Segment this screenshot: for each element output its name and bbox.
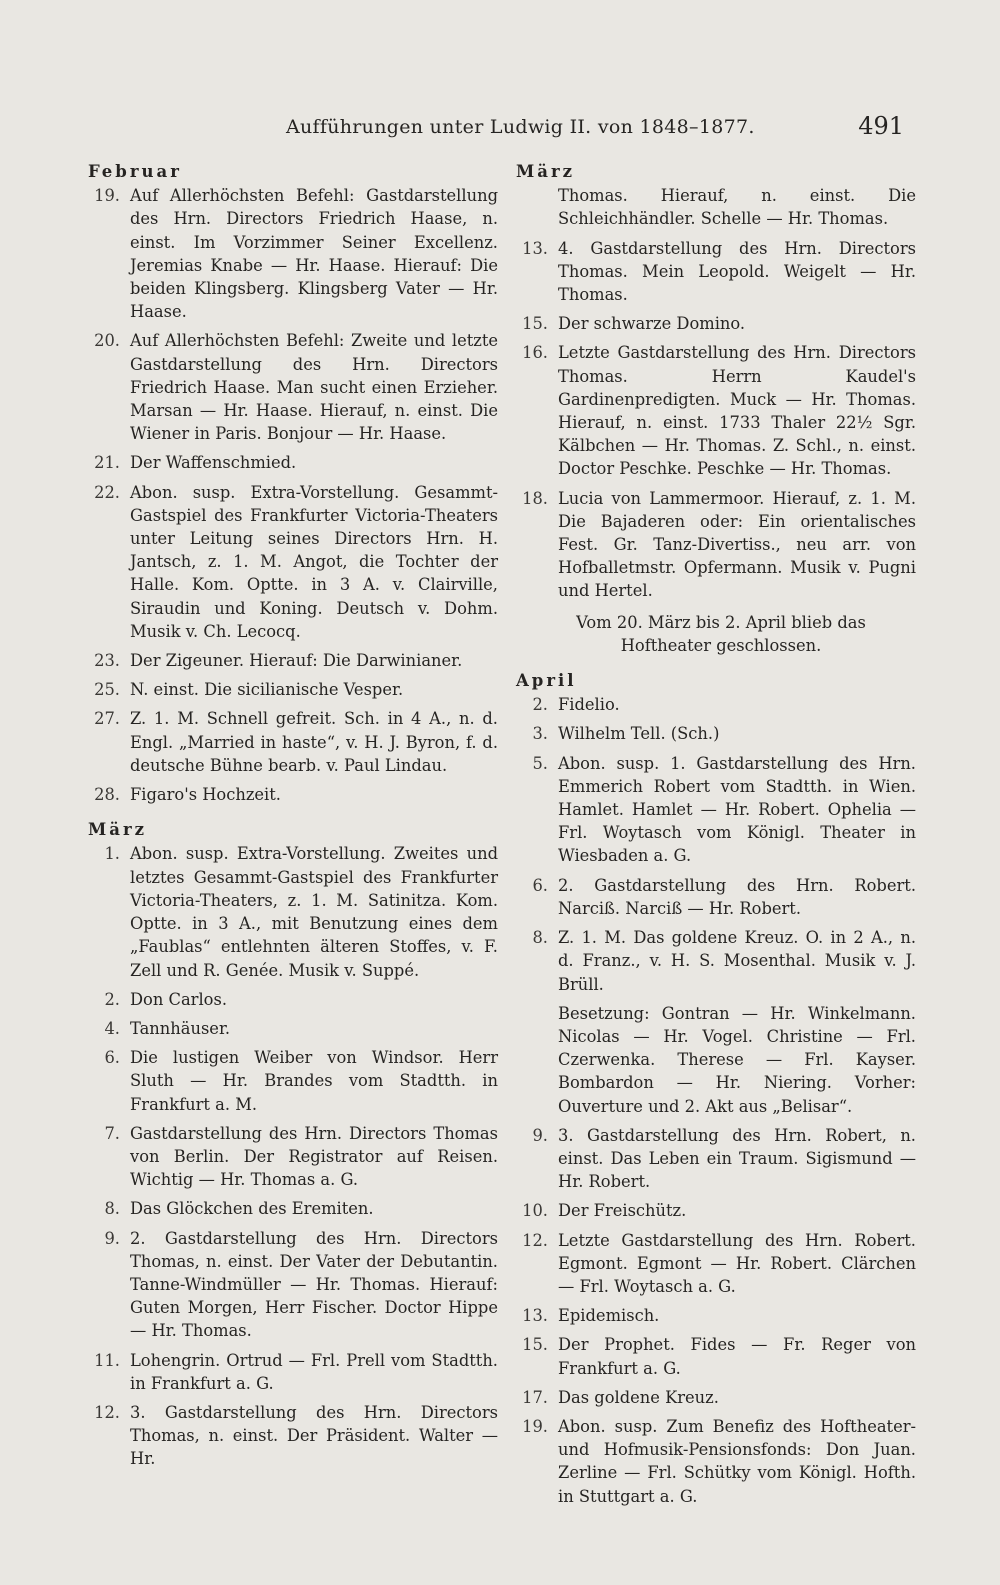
- running-title: Aufführungen unter Ludwig II. von 1848–1877.: [286, 116, 755, 138]
- entry-text: Auf Allerhöchsten Befehl: Zweite und letzte Gastdarstellung des Hrn. Directors Friedrich Haase. Man sucht einen Erzieher. Marsan — Hr. Haase. Hierauf, n. einst. Die Wiener in Paris. Bonjour — Hr. Haase.: [130, 331, 498, 444]
- month-heading: Februar: [88, 162, 182, 181]
- entry-day: 9.: [532, 1125, 548, 1145]
- performance-entry: [88, 481, 498, 643]
- entry-text: Das Glöckchen des Eremiten.: [130, 1199, 374, 1219]
- entry-text: Letzte Gastdarstellung des Hrn. Robert. Egmont. Egmont — Hr. Robert. Clärchen — Frl. Woytasch a. G.: [558, 1230, 916, 1296]
- month-heading: März: [88, 820, 148, 840]
- performance-entry: [516, 1124, 916, 1194]
- performance-entry: [88, 451, 498, 474]
- entry-text: Der Waffenschmied.: [130, 453, 297, 473]
- entry-text: Abon. susp. 1. Gastdarstellung des Hrn. Emmerich Robert vom Stadtth. in Wien. Hamlet. Hamlet — Hr. Robert. Ophelia — Frl. Woytasch vom Königl. Theater in Wiesbaden a. G.: [558, 753, 916, 866]
- entry-day: 7.: [104, 1123, 120, 1143]
- entry-text: Der schwarze Domino.: [558, 314, 746, 334]
- entry-day: 3.: [532, 724, 548, 744]
- performance-entry: [516, 1333, 916, 1379]
- performance-entry: [88, 1401, 498, 1471]
- entry-text: 3. Gastdarstellung des Hrn. Robert, n. einst. Das Leben ein Traum. Sigismund — Hr. Robert.: [558, 1125, 916, 1192]
- performance-entry: [516, 184, 916, 230]
- entry-day: 4.: [104, 1018, 120, 1038]
- entry-day: 2.: [532, 695, 548, 715]
- entry-text: Lohengrin. Ortrud — Frl. Prell vom Stadtth. in Frankfurt a. G.: [130, 1350, 498, 1393]
- performance-entry: [516, 1199, 916, 1222]
- entry-text: Z. 1. M. Das goldene Kreuz. O. in 2 A., n. d. Franz., v. H. S. Mosenthal. Musik v. J. Brüll.: [558, 928, 916, 994]
- right-column: [516, 160, 916, 1514]
- performance-entry: [88, 1197, 498, 1220]
- entry-text: Tannhäuser.: [130, 1018, 231, 1038]
- performance-entry: [88, 1017, 498, 1040]
- performance-entry: [88, 1227, 498, 1343]
- entry-day: 15.: [522, 314, 548, 334]
- entry-day: 28.: [94, 785, 120, 805]
- performance-entry: [516, 874, 916, 920]
- performance-entry: [516, 487, 916, 603]
- entry-day: 16.: [522, 343, 548, 363]
- entry-text: Don Carlos.: [130, 989, 228, 1009]
- entry-day: 6.: [104, 1048, 120, 1068]
- entry-day: 8.: [532, 928, 548, 948]
- entry-text: 2. Gastdarstellung des Hrn. Directors Thomas, n. einst. Der Vater der Debutantin. Tanne-Windmüller — Hr. Thomas. Hierauf: Guten Morgen, Herr Fischer. Doctor Hippe — Hr. Thomas.: [130, 1228, 498, 1341]
- entry-day: 22.: [94, 482, 120, 502]
- performance-entry: [88, 649, 498, 672]
- entry-text: Fidelio.: [558, 695, 620, 715]
- performance-entry: [88, 1046, 498, 1116]
- performance-entry: [516, 1386, 916, 1409]
- entry-text: Epidemisch.: [558, 1306, 660, 1326]
- performance-entry: [88, 184, 498, 323]
- performance-entry: [516, 1229, 916, 1299]
- entry-text: 4. Gastdarstellung des Hrn. Directors Thomas. Mein Leopold. Weigelt — Hr. Thomas.: [558, 238, 916, 305]
- performance-entry: [88, 707, 498, 777]
- closure-note: Vom 20. März bis 2. April blieb das Hoftheater geschlossen.: [576, 612, 866, 655]
- entry-day: 12.: [522, 1230, 548, 1250]
- entry-text: Gastdarstellung des Hrn. Directors Thomas von Berlin. Der Registrator auf Reisen. Wichtig — Hr. Thomas a. G.: [130, 1123, 498, 1190]
- entry-day: 8.: [104, 1199, 120, 1219]
- entry-text: 3. Gastdarstellung des Hrn. Directors Thomas, n. einst. Der Präsident. Walter — Hr.: [130, 1402, 498, 1469]
- performance-entry: [516, 752, 916, 868]
- performance-entry: [516, 312, 916, 335]
- entry-day: 20.: [94, 331, 120, 351]
- performance-entry: [88, 783, 498, 806]
- entry-day: 27.: [94, 709, 120, 729]
- entry-text: Abon. susp. Extra-Vorstellung. Gesammt-Gastspiel des Frankfurter Victoria-Theaters unter Leitung seines Directors Hrn. H. Jantsch, z. 1. M. Angot, die Tochter der Halle. Kom. Optte. in 3 A. v. Clairville, Siraudin und Koning. Deutsch v. Dohm. Musik v. Ch. Lecocq.: [130, 482, 498, 641]
- entry-day: 18.: [522, 488, 548, 508]
- performance-entry: [88, 678, 498, 701]
- entry-day: 13.: [522, 1306, 548, 1326]
- entry-text: 2. Gastdarstellung des Hrn. Robert. Narciß. Narciß — Hr. Robert.: [558, 875, 916, 918]
- entry-text: Die lustigen Weiber von Windsor. Herr Sluth — Hr. Brandes vom Stadtth. in Frankfurt a. M.: [130, 1048, 498, 1114]
- month-heading: April: [516, 671, 577, 691]
- entry-text: Der Zigeuner. Hierauf: Die Darwinianer.: [130, 651, 463, 671]
- entry-text: Thomas. Hierauf, n. einst. Die Schleichhändler. Schelle — Hr. Thomas.: [558, 186, 916, 229]
- performance-entry: [516, 237, 916, 307]
- performance-entry: [516, 693, 916, 716]
- entry-text: Auf Allerhöchsten Befehl: Gastdarstellung des Hrn. Directors Friedrich Haase, n. einst. Im Vorzimmer Seiner Excellenz. Jeremias Knabe — Hr. Haase. Hierauf: Die beiden Klingsberg. Klingsberg Vater — Hr. Haase.: [130, 186, 498, 322]
- entry-day: 6.: [532, 875, 548, 895]
- entry-day: 23.: [94, 651, 120, 671]
- month-heading: März: [516, 162, 576, 181]
- entry-text: Lucia von Lammermoor. Hierauf, z. 1. M. Die Bajaderen oder: Ein orientalisches Fest. Gr. Tanz-Divertiss., neu arr. von Hofballetmstr. Opfermann. Musik v. Pugni und Hertel.: [558, 488, 916, 601]
- left-column: [88, 160, 498, 1477]
- entry-text: Abon. susp. Zum Benefiz des Hoftheater- und Hofmusik-Pensionsfonds: Don Juan. Zerline — Frl. Schütky vom Königl. Hofth. in Stuttgart a. G.: [558, 1416, 916, 1506]
- entry-day: 15.: [522, 1335, 548, 1355]
- entry-text: Figaro's Hochzeit.: [130, 785, 281, 805]
- performance-entry: [88, 329, 498, 445]
- performance-entry: [516, 926, 916, 996]
- entry-text: Besetzung: Gontran — Hr. Winkelmann. Nicolas — Hr. Vogel. Christine — Frl. Czerwenka. Therese — Frl. Kayser. Bombardon — Hr. Niering. Vorher: Ouverture und 2. Akt aus „Belisar“.: [558, 1003, 916, 1116]
- entry-day: 13.: [522, 238, 548, 258]
- entry-text: Z. 1. M. Schnell gefreit. Sch. in 4 A., n. d. Engl. „Married in haste“, v. H. J. Byron, f. d. deutsche Bühne bearb. v. Paul Lindau.: [130, 709, 498, 775]
- performance-entry: [516, 1002, 916, 1118]
- entry-day: 21.: [94, 453, 120, 473]
- performance-entry: [88, 1349, 498, 1395]
- entry-day: 9.: [104, 1228, 120, 1248]
- entry-day: 19.: [94, 186, 120, 206]
- entry-day: 25.: [94, 680, 120, 700]
- performance-entry: [516, 1415, 916, 1508]
- performance-entry: [516, 1304, 916, 1327]
- performance-entry: [88, 988, 498, 1011]
- entry-day: 5.: [532, 753, 548, 773]
- performance-entry: [516, 722, 916, 745]
- entry-text: Der Prophet. Fides — Fr. Reger von Frankfurt a. G.: [558, 1335, 916, 1378]
- page-number: 491: [858, 112, 904, 140]
- entry-day: 1.: [104, 844, 120, 864]
- entry-text: Abon. susp. Extra-Vorstellung. Zweites und letztes Gesammt-Gastspiel des Frankfurter Victoria-Theaters, z. 1. M. Satinitza. Kom. Optte. in 3 A., mit Benutzung eines dem „Faublas“ entlehnten älteren Stoffes, v. F. Zell und R. Genée. Musik v. Suppé.: [130, 844, 498, 980]
- entry-day: 10.: [522, 1201, 548, 1221]
- performance-entry: [88, 842, 498, 981]
- entry-text: Wilhelm Tell. (Sch.): [558, 724, 720, 744]
- performance-entry: [516, 341, 916, 480]
- entry-text: Letzte Gastdarstellung des Hrn. Directors Thomas. Herrn Kaudel's Gardinenpredigten. Muck — Hr. Thomas. Hierauf, n. einst. 1733 Thaler 22½ Sgr. Kälbchen — Hr. Thomas. Z. Schl., n. einst. Doctor Peschke. Peschke — Hr. Thomas.: [558, 343, 916, 479]
- entry-day: 17.: [522, 1387, 548, 1407]
- page-header: [0, 112, 1000, 152]
- entry-day: 2.: [104, 989, 120, 1009]
- entry-text: Der Freischütz.: [558, 1201, 687, 1221]
- entry-day: 19.: [522, 1416, 548, 1436]
- entry-text: Das goldene Kreuz.: [558, 1387, 719, 1407]
- entry-text: N. einst. Die sicilianische Vesper.: [130, 680, 404, 700]
- entry-day: 12.: [94, 1402, 120, 1422]
- entry-day: 11.: [94, 1350, 120, 1370]
- performance-entry: [88, 1122, 498, 1192]
